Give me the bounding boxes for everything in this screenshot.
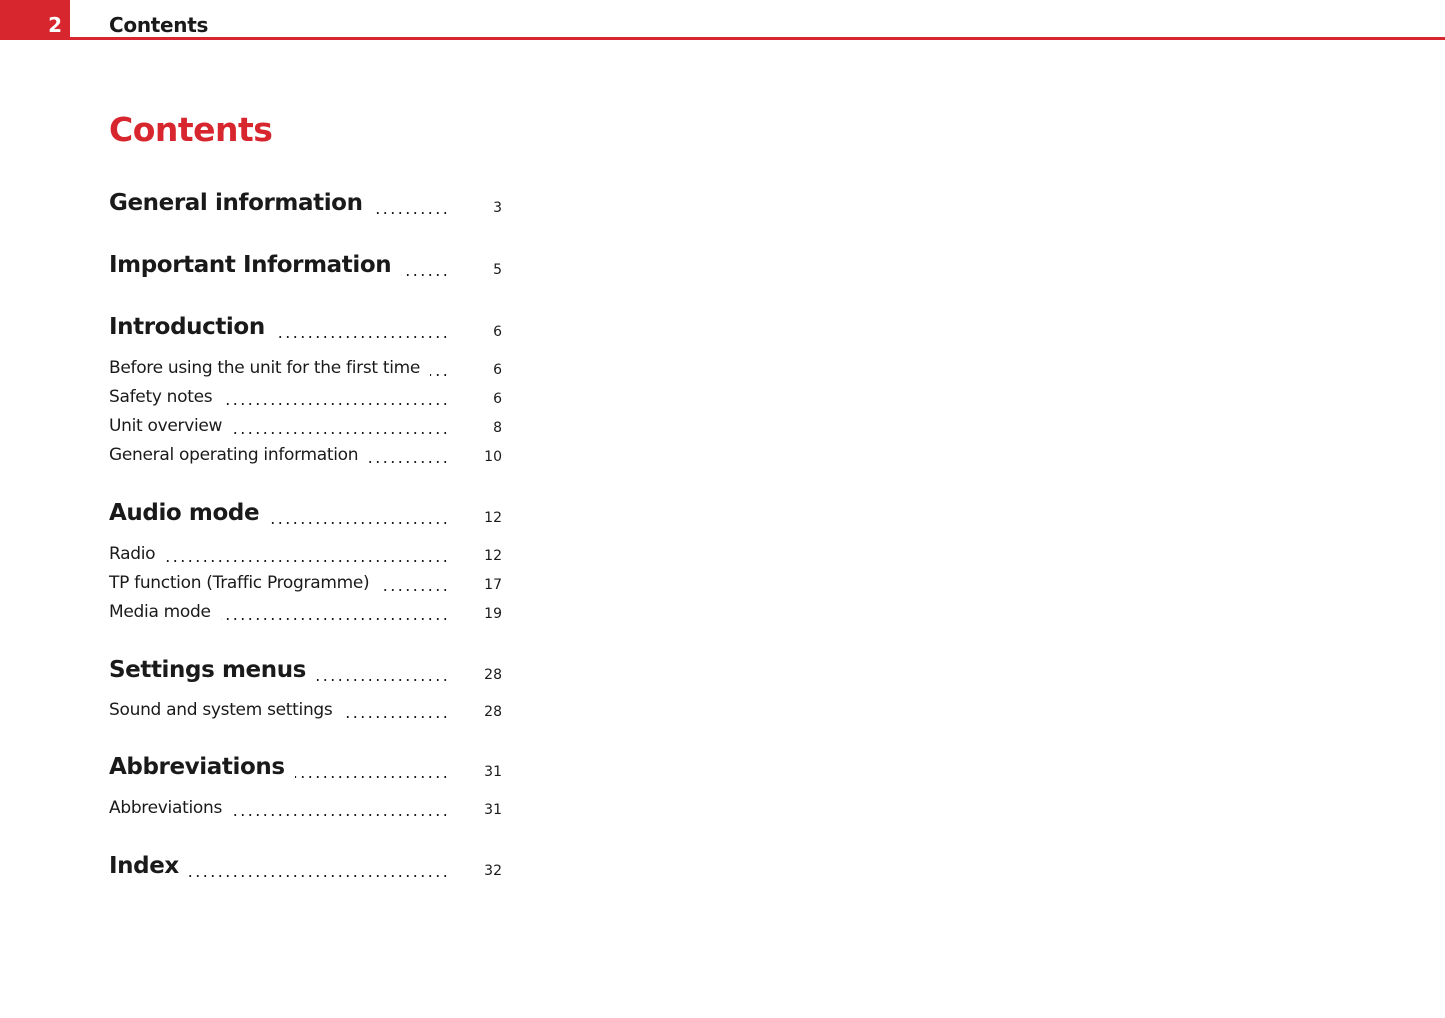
toc-label: General information	[109, 190, 363, 216]
toc-entry[interactable]	[109, 437, 502, 467]
toc-label: Audio mode	[109, 500, 260, 526]
toc-label: Radio	[109, 544, 156, 564]
toc-section[interactable]	[109, 250, 502, 280]
toc-dot-leader	[232, 814, 449, 816]
header-rule	[70, 37, 1445, 40]
toc-page-number: 31	[484, 764, 502, 780]
toc-page-number: 19	[484, 606, 502, 622]
toc-dot-leader	[430, 374, 449, 376]
toc-dot-leader	[373, 212, 449, 214]
toc-page-number: 10	[484, 449, 502, 465]
header-title: Contents	[109, 13, 209, 37]
toc-dot-leader	[269, 522, 449, 524]
toc-label: General operating information	[109, 445, 359, 465]
toc-label: Abbreviations	[109, 754, 285, 780]
toc-section[interactable]	[109, 655, 502, 685]
toc-dot-leader	[221, 618, 449, 620]
toc-section[interactable]	[109, 188, 502, 218]
toc-section[interactable]	[109, 752, 502, 782]
page-number: 2	[0, 0, 70, 40]
toc-label: Media mode	[109, 602, 211, 622]
toc-page-number: 12	[484, 548, 502, 564]
toc-label: Settings menus	[109, 657, 306, 683]
toc-section[interactable]	[109, 498, 502, 528]
toc-page-number: 6	[493, 362, 502, 378]
toc-entry[interactable]	[109, 408, 502, 438]
toc-page-number: 5	[493, 262, 502, 278]
toc-entry[interactable]	[109, 790, 502, 820]
toc-dot-leader	[401, 274, 449, 276]
toc-section[interactable]	[109, 851, 502, 881]
toc-page-number: 28	[484, 704, 502, 720]
toc-dot-leader	[165, 560, 449, 562]
toc-page-number: 6	[493, 391, 502, 407]
toc-dot-leader	[295, 776, 449, 778]
toc-entry[interactable]	[109, 536, 502, 566]
page-title: Contents	[109, 110, 273, 149]
toc-section[interactable]	[109, 312, 502, 342]
page-header	[0, 0, 1445, 40]
toc-label: TP function (Traffic Programme)	[109, 573, 370, 593]
toc-dot-leader	[316, 679, 449, 681]
toc-page-number: 32	[484, 863, 502, 879]
toc-entry[interactable]	[109, 350, 502, 380]
toc-dot-leader	[189, 875, 449, 877]
toc-entry[interactable]	[109, 565, 502, 595]
toc-dot-leader	[232, 432, 449, 434]
toc-page-number: 8	[493, 420, 502, 436]
toc-entry[interactable]	[109, 594, 502, 624]
toc-dot-leader	[368, 461, 449, 463]
toc-label: Before using the unit for the first time	[109, 358, 421, 378]
toc-label: Important Information	[109, 252, 392, 278]
toc-label: Index	[109, 853, 179, 879]
toc-page-number: 12	[484, 510, 502, 526]
toc-page-number: 6	[493, 324, 502, 340]
toc-entry[interactable]	[109, 379, 502, 409]
toc-dot-leader	[275, 336, 449, 338]
toc-label: Introduction	[109, 314, 265, 340]
toc-page-number: 31	[484, 802, 502, 818]
toc-label: Unit overview	[109, 416, 223, 436]
toc-page-number: 3	[493, 200, 502, 216]
toc-page-number: 17	[484, 577, 502, 593]
toc-entry[interactable]	[109, 692, 502, 722]
toc-label: Safety notes	[109, 387, 213, 407]
toc-page-number: 28	[484, 667, 502, 683]
toc-label: Abbreviations	[109, 798, 223, 818]
toc-dot-leader	[379, 589, 449, 591]
toc-dot-leader	[222, 403, 449, 405]
toc-dot-leader	[342, 716, 449, 718]
toc-label: Sound and system settings	[109, 700, 333, 720]
